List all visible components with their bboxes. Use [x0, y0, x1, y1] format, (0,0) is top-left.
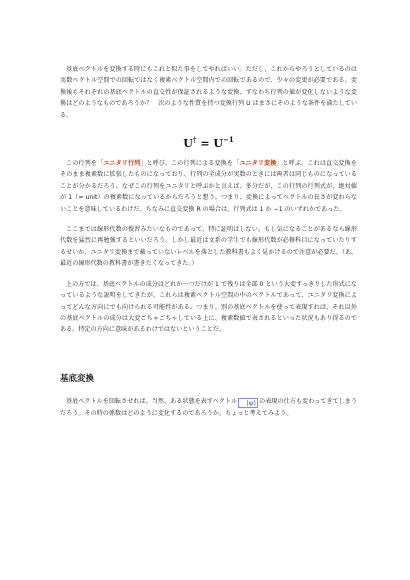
paragraph-basis-components: 上の方では、基底ベクトルの成分はどれか一つだけが 1 で残りは全部 0 という大変すっきりした形式になっているような説明をしてきたが、これらは複素ベクトル空間の中のベクトルであって、ユニタリ変換によってどんな方向にでも向けられる可能性がある。つまり、別の基底ベクトルを使って表現すれば、それ以外の基底ベクトルの成分は大変ごちゃごちゃしている上に、複素数値で表されるといった状況もあり得るのである。特定の方向に意味があるわけではないということだ。	[60, 280, 357, 334]
formula-lhs: U	[183, 137, 193, 151]
text-segment: 」と呼ぶ。これは直交変換をそのまま複素数に拡張したものになっており、行列の全成分が実数のときには両者は同じものになっていることが分かるだろう。なぜこの行列をユニタリと呼ぶかと言えば、多分だが、この行列の行列式が、絶対値が 1（= unit）の複素数になっているからだろうと想う。つまり、変換によってベクトルの長さが変わらないことを意味しているわけだ。ちなみに直交変換 R の場合は、行列式は 1 か −1 のいずれかであった。	[60, 160, 357, 213]
paragraph-unitary-definition	[60, 158, 357, 215]
text-segment: この行列を「	[66, 160, 104, 168]
document-body	[60, 64, 357, 419]
formula-eq: =	[196, 137, 214, 151]
text-segment: の表現の仕方も変わってきてしまうだろう。その時の係数はどのように変化するのであろうか。ちょっと考えてみよう。	[60, 397, 357, 417]
term-unitary-transform: ユニタリ変換	[239, 160, 277, 168]
term-unitary-matrix: ユニタリ行列	[103, 160, 141, 168]
formula-lhs-sup: †	[192, 135, 197, 145]
unitary-formula	[60, 135, 357, 150]
section-heading: 基底変換	[60, 373, 95, 384]
ket-psi-symbol: |ψ⟩	[238, 398, 258, 408]
formula-rhs: U	[213, 137, 223, 151]
formula-rhs-sup: −1	[223, 135, 234, 145]
paragraph-basis-rotation	[60, 396, 357, 419]
paragraph-linear-algebra-note: ここまでは線形代数の復習みたいなものであって、特に証明はしない。もし気になることがあるなら線形代数を猛烈に再勉強するといいだろう。しかし最近は文系の学生でも線形代数が必修科目になっていたりするせいか、ユニタリ変換まで載っていないレベルを落とした教科書もよく見かけるので注意が必要だ。（あ、最近の線形代数の教科書が書きたくなってきた。）	[60, 226, 357, 268]
text-segment: 」と呼び、この行列による変換を「	[140, 160, 240, 168]
paragraph-basis-transform: 基底ベクトルを変換する時にもこれと似た事をしてやればいい。ただし、これからやろうとしているのは実数ベクトル空間での回転ではなく複素ベクトル空間内での回転であるので、少々の変更が必要である。変換後もそれぞれの基底ベクトルの直交性が保証されるような変換、すなわち行列の値が変化しないような変換はどのようなものであろうか？ 次のような性質を持つ変換行列 U はまさにそのような条件を満たしている。	[60, 66, 357, 119]
text-segment: 基底ベクトルを回転させれば、当然、ある状態を表すベクトル	[66, 397, 238, 405]
